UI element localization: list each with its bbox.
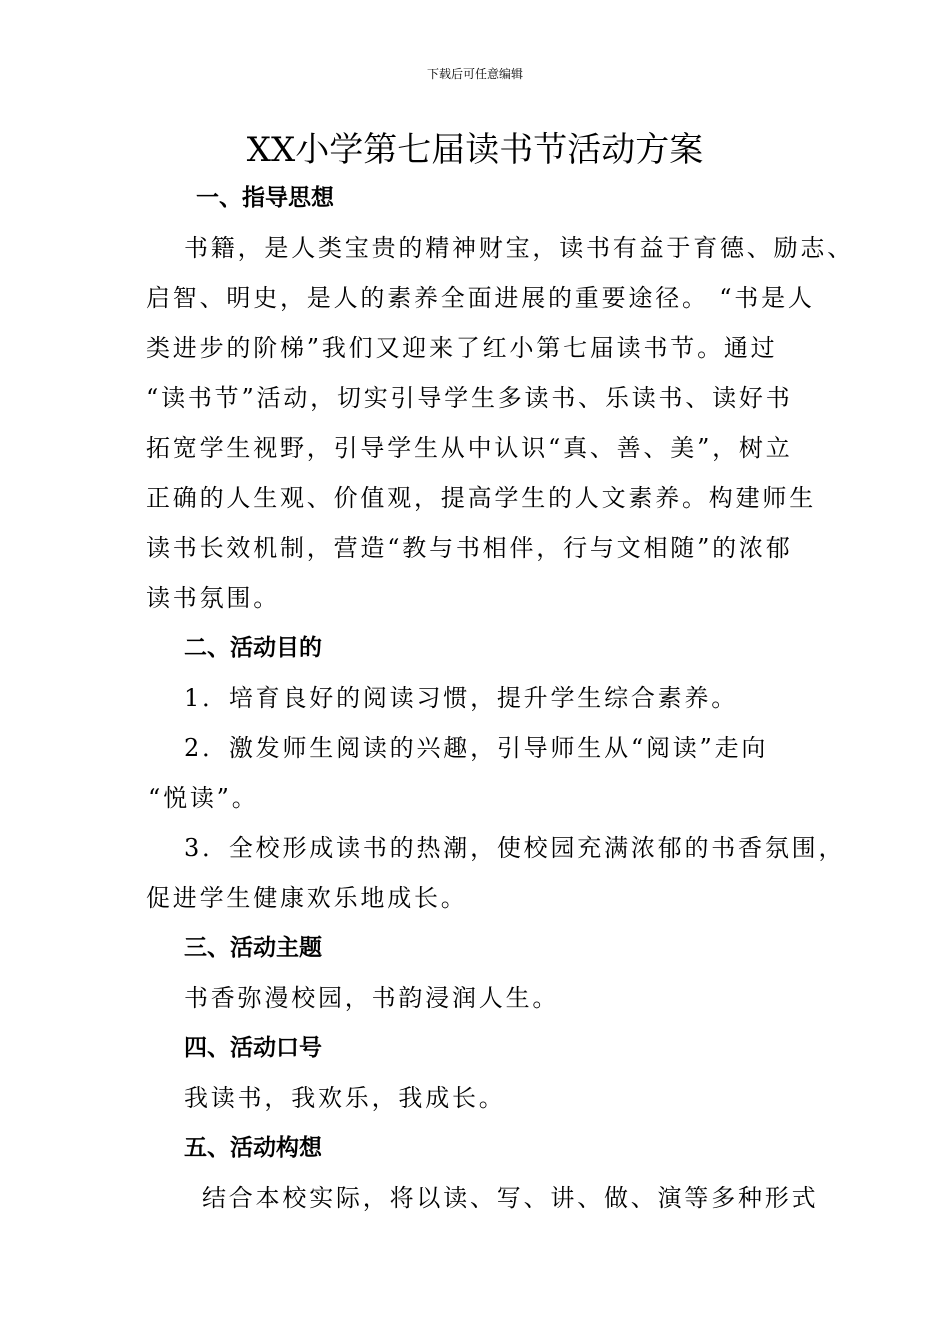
section-heading-activity-purpose: 二、活动目的 — [184, 635, 322, 661]
list-item: 2．激发师生阅读的兴趣，引导师生从“阅读”走向 — [184, 734, 769, 762]
header-note: 下载后可任意编辑 — [426, 67, 523, 81]
paragraph-line: “读书节”活动，切实引导学生多读书、乐读书、读好书 — [146, 384, 793, 412]
list-item-continuation: “悦读”。 — [148, 784, 259, 812]
paragraph-line: 类进步的阶梯”我们又迎来了红小第七届读书节。通过 — [146, 334, 778, 362]
document-title: XX小学第七届读书节活动方案 — [246, 130, 704, 170]
list-item: 3．全校形成读书的热潮，使校园充满浓郁的书香氛围， — [184, 834, 846, 862]
paragraph-line: 拓宽学生视野，引导学生从中认识“真、善、美”，树立 — [146, 434, 793, 462]
paragraph-line: 读书氛围。 — [146, 584, 280, 612]
section-heading-activity-theme: 三、活动主题 — [184, 935, 322, 961]
paragraph-line: 正确的人生观、价值观，提高学生的人文素养。构建师生 — [146, 484, 816, 512]
paragraph-line: 我读书，我欢乐，我成长。 — [184, 1084, 506, 1112]
list-item: 1．培育良好的阅读习惯，提升学生综合素养。 — [184, 684, 739, 712]
paragraph-line: 启智、明史，是人的素养全面进展的重要途径。 “书是人 — [146, 284, 815, 312]
list-item-continuation: 促进学生健康欢乐地成长。 — [146, 884, 468, 912]
section-heading-guiding-thought: 一、指导思想 — [196, 185, 334, 211]
paragraph-line: 结合本校实际，将以读、写、讲、做、演等多种形式 — [202, 1184, 819, 1212]
section-heading-activity-concept: 五、活动构想 — [184, 1135, 322, 1161]
paragraph-line: 书香弥漫校园，书韵浸润人生。 — [184, 984, 560, 1012]
section-heading-activity-slogan: 四、活动口号 — [184, 1035, 322, 1061]
paragraph-line: 书籍，是人类宝贵的精神财宝，读书有益于育德、励志、 — [184, 234, 854, 262]
paragraph-line: 读书长效机制，营造“教与书相伴，行与文相随”的浓郁 — [146, 534, 793, 562]
